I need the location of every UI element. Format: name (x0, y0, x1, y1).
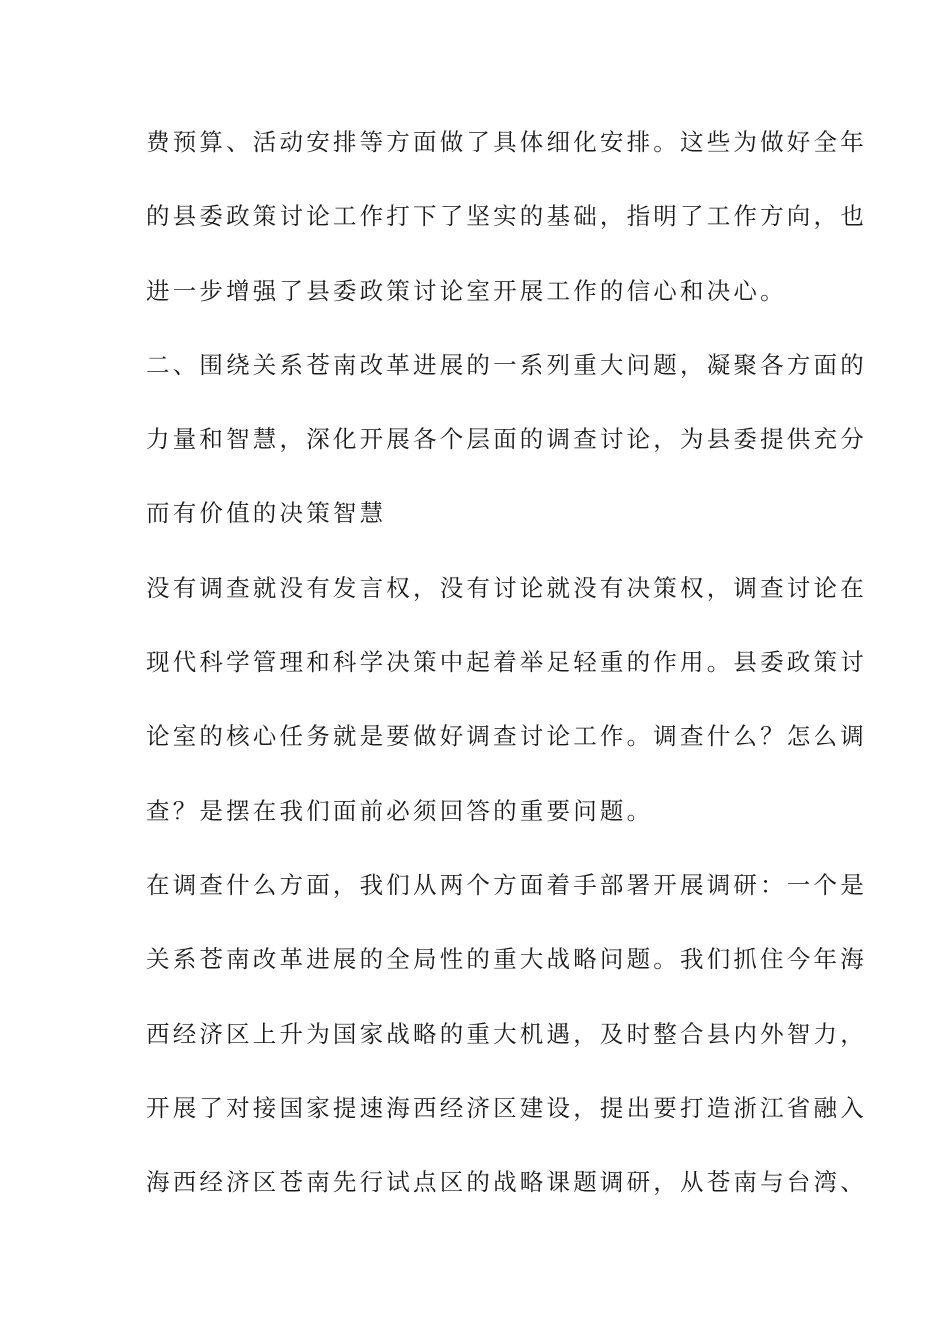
text-line-10: 查？是摆在我们面前必须回答的重要问题。 (146, 796, 654, 825)
section-heading-line-3: 而有价值的决策智慧 (146, 499, 387, 528)
text-line-3: 进一步增强了县委政策讨论室开展工作的信心和决心。 (146, 276, 787, 305)
text-line-12: 关系苍南改革进展的全局性的重大战略问题。我们抓住今年海 (146, 945, 867, 974)
text-line-11: 在调查什么方面，我们从两个方面着手部署开展调研：一个是 (146, 870, 867, 899)
document-body (146, 126, 867, 1240)
text-line-2: 的县委政策讨论工作打下了坚实的基础，指明了工作方向，也 (146, 202, 867, 231)
text-line-8: 现代科学管理和科学决策中起着举足轻重的作用。县委政策讨 (146, 648, 867, 677)
text-line-7: 没有调查就没有发言权，没有讨论就没有决策权，调查讨论在 (146, 573, 867, 602)
text-line-9: 论室的核心任务就是要做好调查讨论工作。调查什么？怎么调 (146, 722, 867, 751)
section-heading-line-1: 二、围绕关系苍南改革进展的一系列重大问题，凝聚各方面的 (146, 350, 867, 379)
text-line-1: 费预算、活动安排等方面做了具体细化安排。这些为做好全年 (146, 128, 867, 156)
text-line-14: 开展了对接国家提速海西经济区建设，提出要打造浙江省融入 (146, 1093, 867, 1122)
text-line-15: 海西经济区苍南先行试点区的战略课题调研，从苍南与台湾、 (146, 1168, 867, 1197)
text-line-13: 西经济区上升为国家战略的重大机遇，及时整合县内外智力， (146, 1019, 867, 1048)
section-heading-line-2: 力量和智慧，深化开展各个层面的调查讨论，为县委提供充分 (146, 425, 867, 454)
